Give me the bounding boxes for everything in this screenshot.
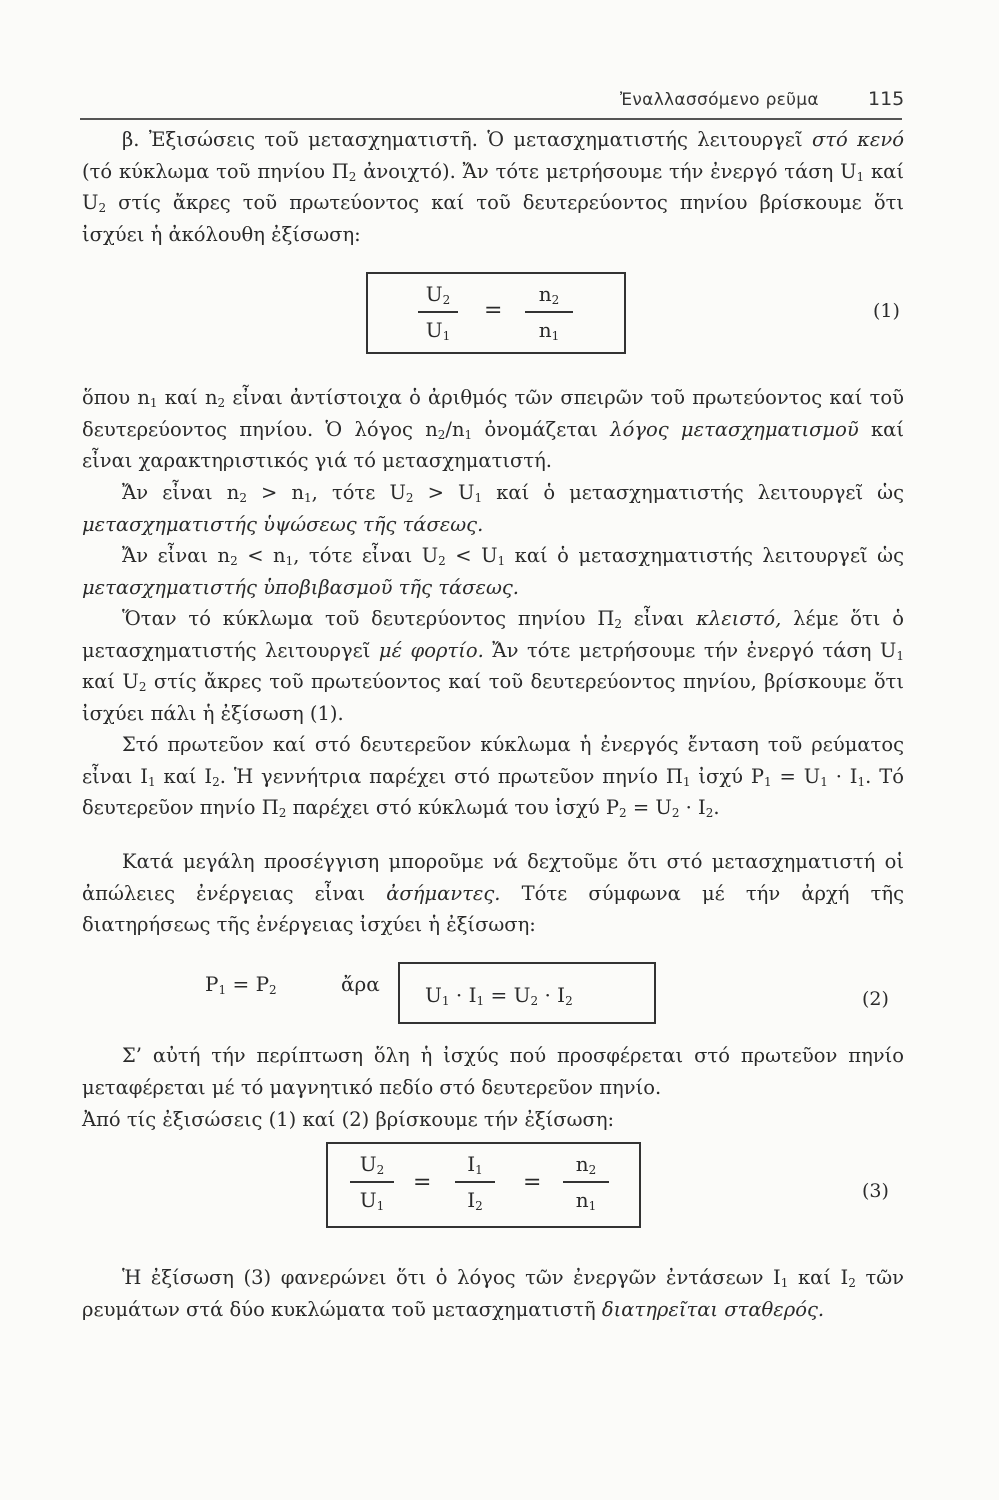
equation-3-fraction-current: $I_1$ $I_2$	[455, 1150, 495, 1214]
paragraph-current-ratio: Ἡ ἐξίσωση (3) φανερώνει ὅτι ὁ λόγος τῶν ἐνεργῶν ἐντάσεων $I_1$ καί $I_2$ τῶν ρευμάτων στά δύο κυκλώματα τοῦ μετασχηματιστῆ διατηρεῖται σταθερός.	[82, 1266, 904, 1321]
equation-3-fraction-voltage: $U_2$ $U_1$	[350, 1150, 394, 1214]
equation-1-label: (1)	[873, 300, 900, 322]
paragraph-step-up: Ἄν εἶναι $n_2 > n_1$, τότε $U_2 > U_1$ καί ὁ μετασχηματιστής λειτουργεῖ ὡς μετασχηματιστής ὑψώσεως τῆς τάσεως.	[82, 481, 905, 536]
equation-3-equals-1: =	[413, 1170, 432, 1195]
paragraph-turns-ratio: ὅπου $n_1$ καί $n_2$ εἶναι ἀντίστοιχα ὁ ἀριθμός τῶν σπειρῶν τοῦ πρωτεύοντος καί τοῦ δευτερεύοντος πηνίου. Ὁ λόγος $n_2/n_1$ ὀνομάζεται λόγος μετασχηματισμοῦ καί εἶναι χαρακτηριστικός γιά τό μετασχηματιστή.	[82, 386, 904, 472]
equation-2-ara: ἄρα	[341, 972, 380, 996]
page-number: 115	[868, 88, 905, 110]
equation-2-lhs: $P_1 = P_2$	[205, 972, 277, 997]
paragraph-power: Στό πρωτεῦον καί στό δευτερεῦον κύκλωμα ἡ ἐνεργός ἔνταση τοῦ ρεύματος εἶναι $I_1$ καί $I_2$. Ἡ γεννήτρια παρέχει στό πρωτεῦον πηνίο $\Pi_1$ ἰσχύ $P_1 = U_1 \cdot I_1$. Τό δευτερεῦον πηνίο $\Pi_2$ παρέχει στό κύκλωμά του ἰσχύ $P_2 = U_2 \cdot I_2$.	[82, 733, 904, 820]
equation-1-equals: =	[484, 298, 503, 323]
paragraph-losses: Κατά μεγάλη προσέγγιση μποροῦμε νά δεχτοῦμε ὅτι στό μετασχηματιστή οἱ ἀπώλειες ἐνέργειας εἶναι ἀσήμαντες. Τότε σύμφωνα μέ τήν ἀρχή τῆς διατηρήσεως τῆς ἐνέργειας ἰσχύει ἡ ἐξίσωση:	[82, 850, 904, 936]
header-rule	[80, 118, 902, 120]
paragraph-with-load: Ὅταν τό κύκλωμα τοῦ δευτερύοντος πηνίου $\Pi_2$ εἶναι κλειστό, λέμε ὅτι ὁ μετασχηματιστής λειτουργεῖ μέ φορτίο. Ἄν τότε μετρήσουμε τήν ἐνεργό τάση $U_1$ καί $U_2$ στίς ἄκρες τοῦ πρωτεύοντος καί τοῦ δευτερεύοντος πηνίου, βρίσκουμε ὅτι ἰσχύει πάλι ἡ ἐξίσωση (1).	[82, 607, 904, 725]
equation-1-left-fraction: $U_2$ $U_1$	[418, 280, 458, 344]
running-title: Ἐναλλασσόμενο ρεῦμα	[620, 90, 819, 110]
paragraph-transformer-equations-intro: β. Ἐξισώσεις τοῦ μετασχηματιστῆ. Ὁ μετασχηματιστής λειτουργεῖ στό κενό (τό κύκλωμα τοῦ πηνίου $\Pi_2$ ἀνοιχτό). Ἄν τότε μετρήσουμε τήν ἐνεργό τάση $U_1$ καί $U_2$ στίς ἄκρες τοῦ πρωτεύοντος καί τοῦ δευτερεύοντος πηνίου βρίσκουμε ὅτι ἰσχύει ἡ ἀκόλουθη ἐξίσωση:	[82, 128, 904, 246]
equation-2-label: (2)	[862, 988, 889, 1010]
paragraph-power-transfer: Σ’ αὐτή τήν περίπτωση ὅλη ἡ ἰσχύς πού προσφέρεται στό πρωτεῦον πηνίο μεταφέρεται μέ τό μαγνητικό πεδίο στό δευτερεῦον πηνίο.	[82, 1044, 904, 1099]
paragraph-derive: Ἀπό τίς ἐξισώσεις (1) καί (2) βρίσκουμε τήν ἐξίσωση:	[82, 1108, 615, 1131]
equation-3-equals-2: =	[523, 1170, 542, 1195]
equation-1-right-fraction: $n_2$ $n_1$	[525, 280, 573, 344]
equation-3-fraction-turns: $n_2$ $n_1$	[563, 1150, 609, 1214]
paragraph-step-down: Ἄν εἶναι $n_2 < n_1$, τότε εἶναι $U_2 < U_1$ καί ὁ μετασχηματιστής λειτουργεῖ ὡς μετασχηματιστής ὑποβιβασμοῦ τῆς τάσεως.	[82, 544, 905, 599]
equation-2-boxed: $U_1 \cdot I_1 = U_2 \cdot I_2$	[425, 983, 573, 1008]
equation-3-label: (3)	[862, 1180, 889, 1202]
